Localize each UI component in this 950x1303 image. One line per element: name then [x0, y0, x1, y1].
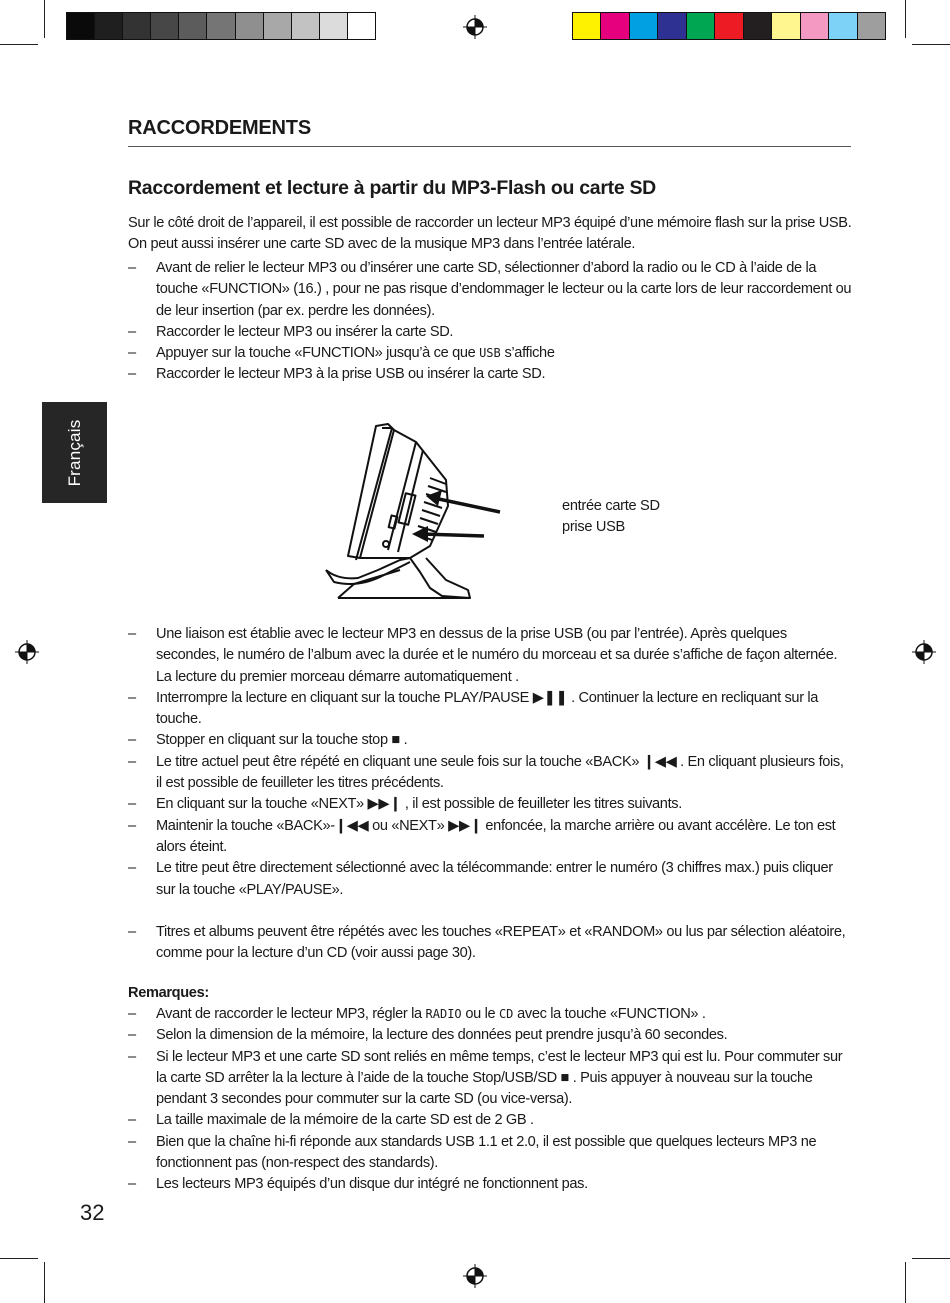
- color-swatch: [771, 13, 799, 39]
- registration-mark-icon: [15, 640, 39, 664]
- list-item: – En cliquant sur la touche «NEXT» ▶▶❙ , il est possible de feuilleter les titres suivants.: [128, 794, 853, 815]
- list-item: – Bien que la chaîne hi-fi réponde aux standards USB 1.1 et 2.0, il est possible que quelques lecteurs MP3 ne fonctionnent pas (non-respect des standards).: [128, 1132, 853, 1175]
- list-item: – Une liaison est établie avec le lecteur MP3 en dessus de la prise USB (ou par l’entrée). Après quelques secondes, le numéro de l’album avec la durée et le numéro du morceau et sa durée s’affiche de façon alternée. La lecture du premier morceau démarre automatiquement .: [128, 624, 853, 688]
- lcd-usb-text: USB: [479, 346, 501, 361]
- color-swatch: [67, 13, 94, 39]
- list-item: – Avant de relier le lecteur MP3 ou d’insérer une carte SD, sélectionner d’abord la radio ou le CD à l’aide de la touche «FUNCTION» (16.) , pour ne pas risque d’endommager le lecteur ou la carte lors de leur raccordement ou de leur insertion (par ex. perdre les données).: [128, 258, 853, 322]
- color-swatch: [235, 13, 263, 39]
- color-swatch: [800, 13, 828, 39]
- subsection-title: Raccordement et lecture à partir du MP3-Flash ou carte SD: [128, 177, 656, 199]
- list-item: – Stopper en cliquant sur la touche stop ■ .: [128, 730, 853, 751]
- device-side-illustration: [318, 420, 518, 605]
- list-item: – Selon la dimension de la mémoire, la lecture des données peut prendre jusqu’à 60 secondes.: [128, 1025, 853, 1046]
- color-swatch: [857, 13, 885, 39]
- intro-paragraph: Sur le côté droit de l’appareil, il est possible de raccorder un lecteur MP3 équipé d’une mémoire flash sur la prise USB. On peut aussi insérer une carte SD avec de la musique MP3 dans l’entrée latérale.: [128, 215, 852, 253]
- color-swatch: [319, 13, 347, 39]
- color-swatch: [714, 13, 742, 39]
- color-swatch: [122, 13, 150, 39]
- list-item: – Interrompre la lecture en cliquant sur la touche PLAY/PAUSE ▶❚❚ . Continuer la lecture en recliquant sur la touche.: [128, 688, 853, 731]
- color-swatch: [291, 13, 319, 39]
- remarks-list: [128, 1004, 853, 1196]
- lcd-radio-text: RADIO: [425, 1007, 462, 1021]
- preparation-steps: [128, 258, 853, 386]
- color-swatch: [629, 13, 657, 39]
- list-item: – Titres et albums peuvent être répétés avec les touches «REPEAT» et «RANDOM» ou lus par sélection aléatoire, comme pour la lecture d’un CD (voir aussi page 30).: [128, 922, 853, 965]
- registration-mark-icon: [463, 15, 487, 39]
- color-swatch: [743, 13, 771, 39]
- language-tab: [42, 402, 107, 503]
- list-item: – Raccorder le lecteur MP3 à la prise USB ou insérer la carte SD.: [128, 364, 853, 385]
- color-swatch: [94, 13, 122, 39]
- section-title: RACCORDEMENTS: [128, 117, 311, 139]
- usage-instructions: [128, 624, 853, 964]
- list-item: – Les lecteurs MP3 équipés d’un disque dur intégré ne fonctionnent pas.: [128, 1174, 853, 1195]
- color-swatch: [178, 13, 206, 39]
- color-swatch: [686, 13, 714, 39]
- title-rule: [128, 146, 851, 147]
- color-swatch: [657, 13, 685, 39]
- registration-mark-icon: [912, 640, 936, 664]
- list-item: – Appuyer sur la touche «FUNCTION» jusqu’à ce que USB s’affiche: [128, 343, 853, 364]
- list-item: – Si le lecteur MP3 et une carte SD sont reliés en même temps, c’est le lecteur MP3 qui est lu. Pour commuter sur la carte SD arrêter la la lecture à l’aide de la touche Stop/USB/SD ■ . Puis appuyer à nouveau sur la touche pendant 3 secondes pour commuter sur la carte SD (ou vice-versa).: [128, 1047, 853, 1111]
- color-swatch: [206, 13, 234, 39]
- list-item: – Maintenir la touche «BACK»-❙◀◀ ou «NEXT» ▶▶❙ enfoncée, la marche arrière ou avant accélère. Le ton est alors éteint.: [128, 816, 853, 859]
- language-tab-label: Français: [64, 419, 84, 486]
- color-swatch: [828, 13, 856, 39]
- sd-card-slot-label: entrée carte SD: [562, 498, 660, 514]
- color-swatch: [263, 13, 291, 39]
- stop-icon: ■: [391, 732, 400, 749]
- color-swatch: [150, 13, 178, 39]
- page-number: 32: [80, 1200, 105, 1225]
- color-swatch: [573, 13, 600, 39]
- back-skip-icon: ❙◀◀: [642, 753, 677, 770]
- color-swatch: [600, 13, 628, 39]
- list-item: – Le titre actuel peut être répété en cliquant une seule fois sur la touche «BACK» ❙◀◀ . En cliquant plusieurs fois, il est possible de feuilleter les titres précédents.: [128, 752, 853, 795]
- next-skip-icon: ▶▶❙: [367, 796, 402, 813]
- grayscale-calibration-bar: [66, 12, 376, 40]
- stop-icon: ■: [560, 1069, 569, 1086]
- next-skip-icon: ▶▶❙: [448, 817, 482, 834]
- back-skip-icon: ❙◀◀: [334, 817, 369, 834]
- remarks-heading: Remarques:: [128, 985, 209, 1001]
- registration-mark-icon: [463, 1264, 487, 1288]
- list-item: – La taille maximale de la mémoire de la carte SD est de 2 GB .: [128, 1110, 853, 1131]
- color-swatch: [347, 13, 375, 39]
- color-calibration-bar: [572, 12, 886, 40]
- list-item: – Le titre peut être directement sélectionné avec la télécommande: entrer le numéro (3 chiffres max.) puis cliquer sur la touche «PLAY/PAUSE».: [128, 858, 853, 901]
- list-item: – Avant de raccorder le lecteur MP3, régler la RADIO ou le CD avec la touche «FUNCTION» .: [128, 1004, 853, 1025]
- lcd-cd-text: CD: [498, 1007, 514, 1021]
- list-item: – Raccorder le lecteur MP3 ou insérer la carte SD.: [128, 322, 853, 343]
- usb-port-label: prise USB: [562, 519, 625, 535]
- play-pause-icon: ▶❚❚: [532, 689, 568, 706]
